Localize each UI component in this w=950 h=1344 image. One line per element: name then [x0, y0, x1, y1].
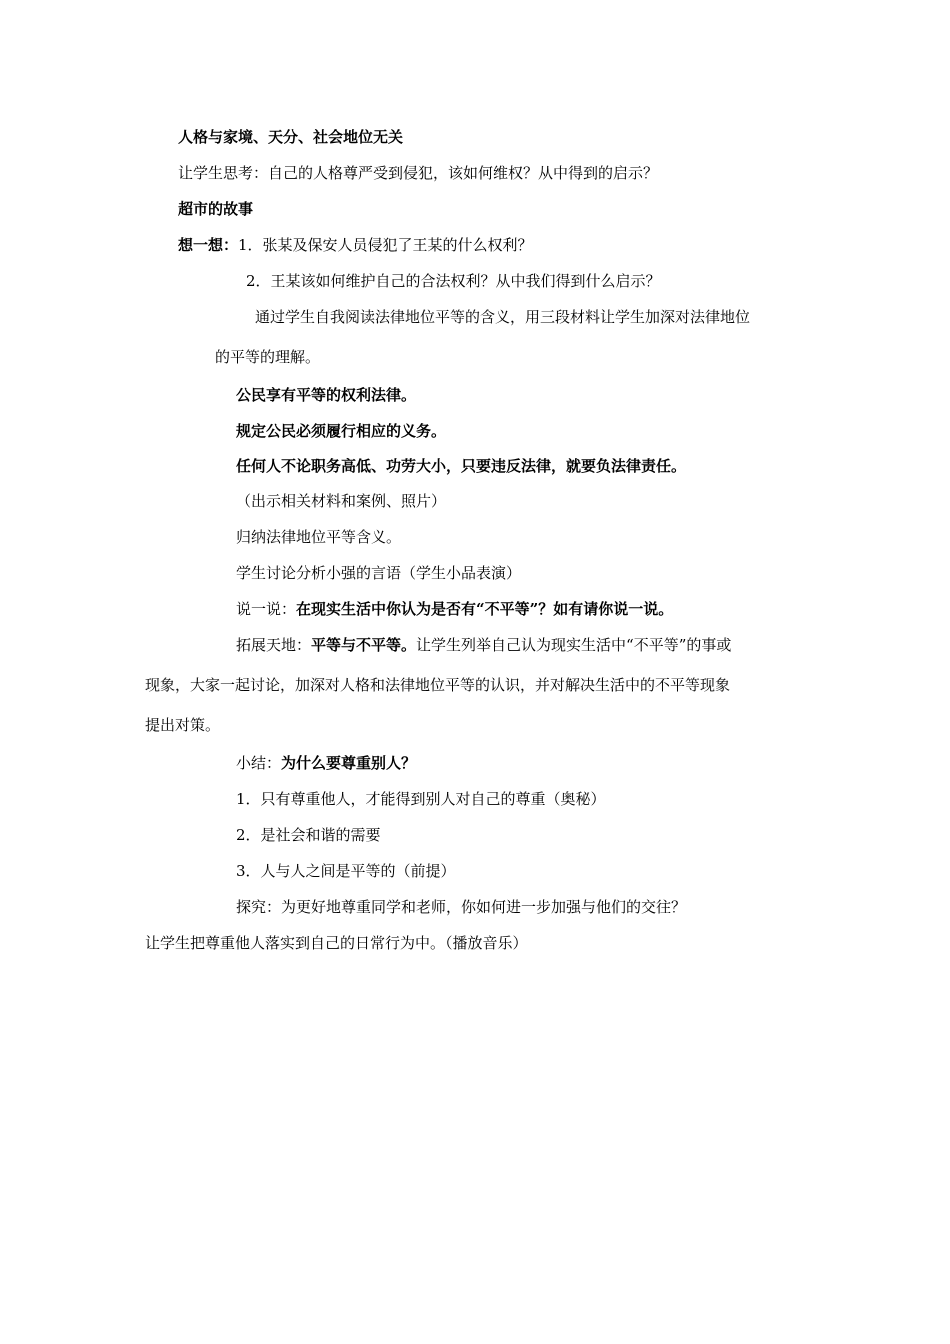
closing: 让学生把尊重他人落实到自己的日常行为中。（播放音乐）: [145, 934, 528, 952]
say-label: 说一说：: [236, 600, 297, 618]
summary-line: [236, 753, 416, 773]
reading-line-2: 的平等的理解。: [215, 348, 321, 366]
question-2: 2．王某该如何维护自己的合法权利？从中我们得到什么启示？: [246, 272, 661, 290]
heading-personality: 人格与家境、天分、社会地位无关: [178, 128, 404, 146]
discussion: 学生讨论分析小强的言语（学生小品表演）: [236, 564, 522, 582]
summary-item-3: 3．人与人之间是平等的（前提）: [236, 862, 456, 880]
heading-story: 超市的故事: [178, 200, 254, 218]
summary-item-2: 2．是社会和谐的需要: [236, 826, 381, 844]
think-label: 想一想：: [178, 236, 239, 254]
expand-label: 拓展天地：: [236, 636, 312, 654]
point-1: 公民享有平等的权利法律。: [236, 386, 417, 404]
summary-item-1: 1．只有尊重他人，才能得到别人对自己的尊重（奥秘）: [236, 790, 606, 808]
question-1-line: [178, 235, 533, 255]
explore: 探究：为更好地尊重同学和老师，你如何进一步加强与他们的交往？: [236, 898, 687, 916]
expand-line-1: [236, 635, 731, 655]
point-2: 规定公民必须履行相应的义务。: [236, 422, 447, 440]
summary-question: 为什么要尊重别人？: [281, 754, 417, 772]
summary-label: 小结：: [236, 754, 282, 772]
expand-text-2: 现象，大家一起讨论，加深对人格和法律地位平等的认识，并对解决生活中的不平等现象: [145, 676, 731, 694]
expand-text-3: 提出对策。: [145, 716, 221, 734]
point-3: 任何人不论职务高低、功劳大小，只要违反法律，就要负法律责任。: [236, 457, 687, 475]
expand-text-1: 让学生列举自己认为现实生活中“不平等”的事或: [416, 636, 732, 654]
expand-bold: 平等与不平等。: [311, 636, 417, 654]
summarize-meaning: 归纳法律地位平等含义。: [236, 528, 402, 546]
reading-line-1: 通过学生自我阅读法律地位平等的含义，用三段材料让学生加深对法律地位: [255, 308, 751, 326]
say-text: 在现实生活中你认为是否有“不平等”？如有请你说一说。: [296, 600, 674, 618]
think-prompt: 让学生思考：自己的人格尊严受到侵犯，该如何维权？从中得到的启示？: [178, 164, 659, 182]
question-1: 1．张某及保安人员侵犯了王某的什么权利？: [238, 236, 533, 254]
show-materials: （出示相关材料和案例、照片）: [236, 492, 447, 510]
say-line: [236, 599, 673, 619]
